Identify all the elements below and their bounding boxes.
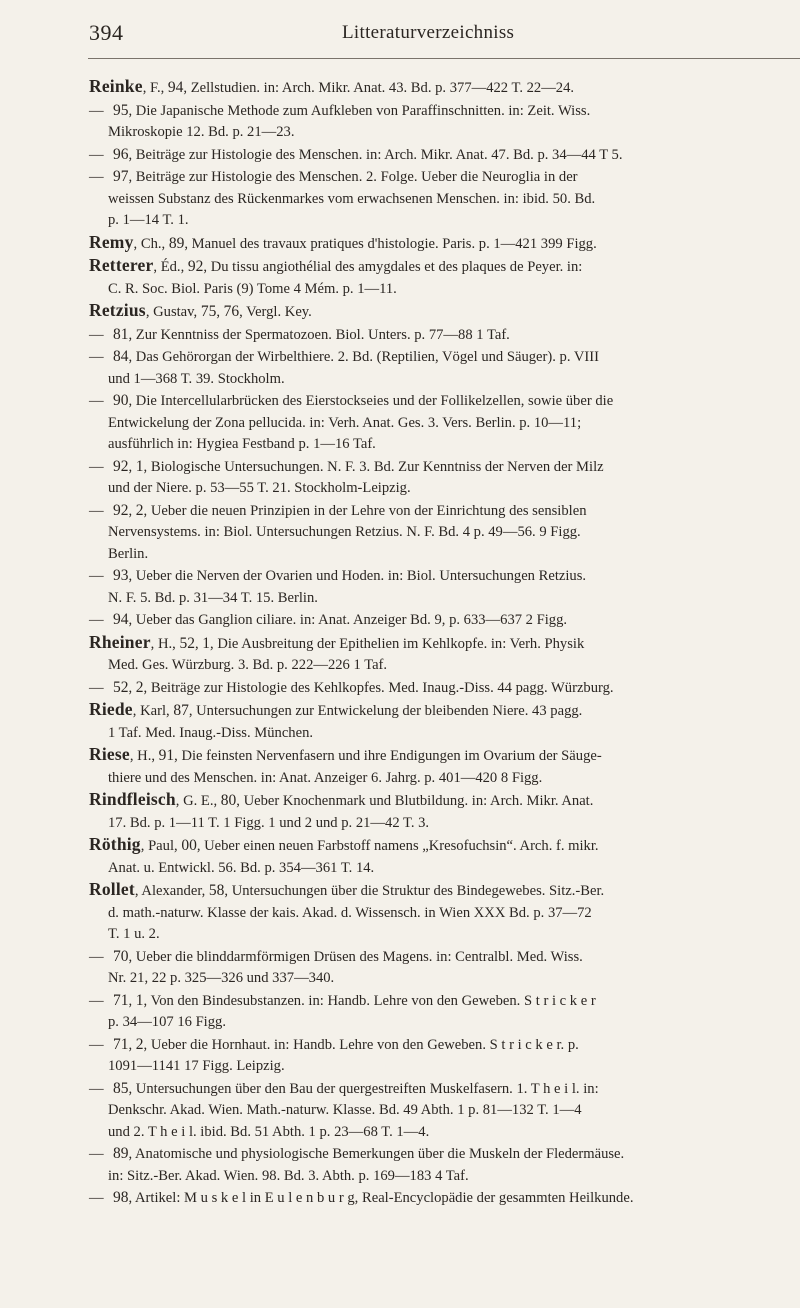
entry-first-line (89, 346, 800, 369)
entry-text: , F., (142, 80, 168, 96)
bibliography-entry (89, 1034, 800, 1078)
entry-text: , (128, 992, 136, 1009)
entry-first-line (89, 456, 800, 479)
entry-text: , Untersuchungen zur Entwickelung der bleibenden Niere. 43 pagg. (188, 703, 583, 719)
entry-first-line (89, 324, 800, 347)
entry-first-line (89, 232, 800, 256)
entry-year: 92 (187, 258, 204, 275)
bibliography-entry (89, 946, 800, 990)
entry-year: 89 (113, 1145, 129, 1162)
bibliography-entry (89, 76, 800, 100)
bibliography-entry (89, 879, 800, 946)
entry-year: 1 (135, 457, 144, 475)
entry-year: 52 (179, 634, 195, 652)
bibliography-entry (89, 346, 800, 390)
ditto-dash: — (89, 612, 104, 628)
bibliography-entry (89, 632, 800, 677)
entry-year: 90 (113, 392, 129, 409)
entry-text: , H., (129, 748, 159, 764)
ditto-dash: — (89, 169, 104, 185)
entry-continuation-line: 1 Taf. Med. Inaug.-Diss. München. (108, 724, 314, 741)
entry-continuation-line: Nervensystems. in: Biol. Untersuchungen Retzius. N. F. Bd. 4 p. 49—56. 9 Figg. (108, 524, 581, 540)
entry-text: , (216, 304, 224, 320)
entry-first-line (89, 699, 800, 723)
author-name: Retterer (89, 255, 154, 275)
ditto-dash: — (89, 1146, 104, 1162)
entry-continuation-line: Anat. u. Entwickl. 56. Bd. p. 354—361 T. 14. (108, 859, 375, 876)
author-name: Röthig (89, 834, 141, 854)
entry-year: 2 (135, 1035, 144, 1053)
entry-text: , Éd., (153, 259, 188, 275)
entry-text: , Zur Kenntniss der Spermatozoen. Biol. Unters. p. 77—88 1 Taf. (128, 326, 510, 343)
entry-text: , Beiträge zur Histologie des Menschen. 2. Folge. Ueber die Neuroglia in der (128, 169, 578, 185)
ditto-dash: — (89, 1036, 104, 1053)
author-name: Riese (89, 744, 130, 764)
entry-first-line (89, 300, 800, 324)
bibliography-entry (89, 144, 800, 167)
author-name: Rheiner (89, 631, 151, 652)
entry-year: 70 (113, 947, 129, 965)
entry-continuation-line: und 1—368 T. 39. Stockholm. (108, 370, 285, 387)
entry-text: , Ueber die blinddarmförmigen Drüsen des Magens. in: Centralbl. Med. Wiss. (128, 948, 583, 965)
entry-year: 52 (113, 678, 129, 696)
entry-first-line (89, 879, 800, 903)
entry-year: 81 (113, 325, 129, 343)
entry-text: , Anatomische und physiologische Bemerkungen über die Muskeln der Fledermäuse. (128, 1146, 625, 1162)
entry-continuation-line: p. 1—14 T. 1. (108, 212, 189, 228)
page-number: 394 (89, 20, 124, 45)
ditto-dash: — (89, 948, 104, 965)
entry-text: , Das Gehörorgan der Wirbelthiere. 2. Bd. (Reptilien, Vögel und Säuger). p. VIII (128, 349, 599, 365)
author-name: Retzius (89, 300, 146, 320)
entry-text: , Karl, (132, 703, 174, 719)
entry-first-line (89, 677, 800, 700)
bibliography-entry (89, 699, 800, 744)
entry-first-line (89, 1143, 800, 1166)
entry-year: 92 (113, 501, 129, 519)
entry-continuation-line: p. 34—107 16 Figg. (108, 1014, 226, 1030)
entry-text: , Ueber Knochenmark und Blutbildung. in: Arch. Mikr. Anat. (236, 793, 594, 809)
entry-text: , Manuel des travaux pratiques d'histologie. Paris. p. 1—421 399 Figg. (184, 235, 597, 252)
entry-year: 75 (200, 303, 217, 320)
entry-year: 93 (113, 567, 129, 584)
entry-text: , Ueber die neuen Prinzipien in der Lehre von der Einrichtung des sensiblen (143, 502, 587, 519)
entry-continuation-line: Berlin. (108, 545, 149, 562)
bibliography-entry (89, 677, 800, 700)
entry-text: , Die feinsten Nervenfasern und ihre Endigungen im Ovarium der Säuge- (174, 748, 602, 764)
bibliography-entry (89, 834, 800, 879)
entry-year: 71 (113, 1035, 129, 1053)
author-name: Rindfleisch (89, 789, 176, 809)
entry-text: , Die Japanische Methode zum Aufkleben von Paraffinschnitten. in: Zeit. Wiss. (128, 102, 591, 119)
entry-first-line (89, 1034, 800, 1057)
entry-text: , (128, 458, 136, 475)
entry-continuation-line: 17. Bd. p. 1—11 T. 1 Figg. 1 und 2 und p. 21—42 T. 3. (108, 814, 430, 831)
entry-continuation-line: ausführlich in: Hygiea Festband p. 1—16 Taf. (108, 436, 376, 452)
entry-first-line (89, 946, 800, 969)
bibliography-entry (89, 565, 800, 609)
entry-text: , Artikel: M u s k e l in E u l e n b u r g, Real-Encyclopädie der gesammten Heilkunde. (128, 1190, 634, 1206)
entry-text: , Untersuchungen über den Bau der quergestreiften Muskelfasern. 1. T h e i l. in: (128, 1080, 599, 1097)
bibliography-entry (89, 500, 800, 566)
entry-year: 2 (135, 501, 144, 519)
entry-continuation-line: T. 1 u. 2. (108, 926, 160, 942)
entry-first-line (89, 100, 800, 123)
entry-text: , (128, 1036, 136, 1053)
entry-year: 96 (113, 145, 129, 163)
entry-text: , Beiträge zur Histologie des Kehlkopfes. Med. Inaug.-Diss. 44 pagg. Würzburg. (143, 679, 614, 696)
entry-year: 1 (202, 634, 211, 652)
entry-text: , H., (150, 635, 180, 652)
bibliography-entry (89, 255, 800, 300)
entry-year: 00 (181, 837, 197, 854)
entry-year: 95 (113, 101, 129, 119)
entry-continuation-line: in: Sitz.-Ber. Akad. Wien. 98. Bd. 3. Abth. p. 169—183 4 Taf. (108, 1167, 469, 1184)
entry-text: , Vergl. Key. (239, 304, 312, 320)
entry-first-line (89, 390, 800, 413)
entry-text: , Beiträge zur Histologie des Menschen. in: Arch. Mikr. Anat. 47. Bd. p. 34—44 T 5. (128, 146, 623, 163)
bibliography-entry (89, 324, 800, 347)
entry-year: 94 (167, 79, 184, 96)
entry-first-line (89, 255, 800, 279)
entry-continuation-line: C. R. Soc. Biol. Paris (9) Tome 4 Mém. p. 1—11. (108, 280, 397, 297)
entry-text: , Ch., (133, 235, 169, 252)
entry-year: 94 (113, 611, 129, 628)
entry-text: , Ueber einen neuen Farbstoff namens „Kresofuchsin“. Arch. f. mikr. (196, 838, 599, 854)
entry-year: 2 (135, 678, 144, 696)
entry-text: , G. E., (175, 793, 221, 809)
entry-continuation-line: Nr. 21, 22 p. 325—326 und 337—340. (108, 970, 335, 986)
bibliography-list (89, 76, 800, 1210)
entry-year: 91 (158, 747, 175, 764)
bibliography-entry (89, 166, 800, 232)
entry-year: 87 (173, 702, 189, 719)
running-title: Litteraturverzeichniss (342, 22, 515, 43)
entry-year: 97 (113, 168, 129, 185)
entry-year: 1 (135, 991, 144, 1009)
entry-year: 98 (113, 1189, 129, 1206)
entry-continuation-line: Med. Ges. Würzburg. 3. Bd. p. 222—226 1 Taf. (108, 657, 388, 673)
bibliography-entry (89, 100, 800, 144)
ditto-dash: — (89, 992, 104, 1009)
header-rule (88, 58, 800, 59)
entry-first-line (89, 990, 800, 1013)
entry-text: , Von den Bindesubstanzen. in: Handb. Lehre von den Geweben. S t r i c k e r (143, 992, 596, 1009)
ditto-dash: — (89, 458, 104, 475)
entry-year: 58 (208, 882, 225, 899)
ditto-dash: — (89, 502, 104, 519)
entry-text: , Biologische Untersuchungen. N. F. 3. Bd. Zur Kenntniss der Nerven der Milz (143, 458, 604, 475)
bibliography-entry (89, 300, 800, 324)
entry-first-line (89, 76, 800, 100)
entry-continuation-line: thiere und des Menschen. in: Anat. Anzeiger 6. Jahrg. p. 401—420 8 Figg. (108, 769, 543, 786)
entry-year: 92 (113, 457, 129, 475)
bibliography-entry (89, 390, 800, 456)
entry-first-line (89, 1078, 800, 1101)
entry-continuation-line: Mikroskopie 12. Bd. p. 21—23. (108, 124, 295, 140)
entry-text: , Die Intercellularbrücken des Eierstockseies und der Follikelzellen, sowie über die (128, 393, 614, 409)
entry-text: , Zellstudien. in: Arch. Mikr. Anat. 43. Bd. p. 377—422 T. 22—24. (183, 80, 575, 96)
ditto-dash: — (89, 679, 104, 696)
entry-text: , Ueber die Nerven der Ovarien und Hoden. in: Biol. Untersuchungen Retzius. (128, 568, 587, 584)
entry-year: 80 (220, 792, 237, 809)
bibliography-entry (89, 990, 800, 1034)
entry-first-line (89, 500, 800, 523)
bibliography-entry (89, 1143, 800, 1187)
entry-continuation-line: d. math.-naturw. Klasse der kais. Akad. d. Wissensch. in Wien XXX Bd. p. 37—72 (108, 904, 592, 921)
entry-continuation-line: N. F. 5. Bd. p. 31—34 T. 15. Berlin. (108, 589, 318, 606)
entry-continuation-line: und 2. T h e i l. ibid. Bd. 51 Abth. 1 p. 23—68 T. 1—4. (108, 1123, 430, 1140)
entry-text: , Gustav, (145, 304, 201, 320)
entry-year: 71 (113, 991, 129, 1009)
entry-first-line (89, 166, 800, 189)
ditto-dash: — (89, 326, 104, 343)
entry-text: , (128, 679, 136, 696)
entry-text: , (128, 502, 136, 519)
entry-year: 85 (113, 1079, 129, 1097)
bibliography-entry (89, 744, 800, 789)
entry-first-line (89, 565, 800, 588)
entry-first-line (89, 1187, 800, 1210)
entry-continuation-line: und der Niere. p. 53—55 T. 21. Stockholm-Leipzig. (108, 480, 411, 496)
author-name: Riede (89, 699, 133, 719)
entry-text: , Ueber die Hornhaut. in: Handb. Lehre von den Geweben. S t r i c k e r. p. (143, 1036, 579, 1053)
bibliography-entry (89, 789, 800, 834)
entry-text: , (194, 635, 203, 652)
entry-continuation-line: 1091—1141 17 Figg. Leipzig. (108, 1058, 285, 1074)
entry-first-line (89, 834, 800, 858)
bibliography-entry (89, 1078, 800, 1144)
entry-text: , Ueber das Ganglion ciliare. in: Anat. Anzeiger Bd. 9, p. 633—637 2 Figg. (128, 612, 568, 628)
entry-first-line (89, 609, 800, 632)
entry-continuation-line: Denkschr. Akad. Wien. Math.-naturw. Klasse. Bd. 49 Abth. 1 p. 81—132 T. 1—4 (108, 1102, 582, 1118)
author-name: Rollet (89, 879, 135, 899)
ditto-dash: — (89, 146, 104, 163)
entry-text: , Paul, (140, 838, 182, 854)
entry-first-line (89, 789, 800, 813)
ditto-dash: — (89, 349, 104, 365)
entry-text: , Die Ausbreitung der Epithelien im Kehlkopfe. in: Verh. Physik (210, 635, 585, 652)
ditto-dash: — (89, 102, 104, 119)
author-name: Reinke (89, 76, 143, 96)
entry-text: , Untersuchungen über die Struktur des Bindegewebes. Sitz.-Ber. (224, 883, 605, 899)
bibliography-entry (89, 232, 800, 256)
entry-year: 84 (113, 348, 129, 365)
ditto-dash: — (89, 568, 104, 584)
entry-text: , Alexander, (134, 883, 209, 899)
entry-first-line (89, 632, 800, 656)
ditto-dash: — (89, 1080, 104, 1097)
entry-continuation-line: weissen Substanz des Rückenmarkes vom erwachsenen Menschen. in: ibid. 50. Bd. (108, 190, 596, 207)
entry-year: 76 (223, 303, 240, 320)
entry-continuation-line: Entwickelung der Zona pellucida. in: Verh. Anat. Ges. 3. Vers. Berlin. p. 10—11; (108, 414, 582, 431)
ditto-dash: — (89, 393, 104, 409)
entry-first-line (89, 144, 800, 167)
entry-year: 89 (168, 234, 185, 252)
bibliography-entry (89, 609, 800, 632)
author-name: Remy (89, 231, 134, 252)
bibliography-entry (89, 456, 800, 500)
bibliography-entry (89, 1187, 800, 1210)
ditto-dash: — (89, 1190, 104, 1206)
entry-first-line (89, 744, 800, 768)
entry-text: , Du tissu angiothélial des amygdales et des plaques de Peyer. in: (203, 259, 583, 275)
